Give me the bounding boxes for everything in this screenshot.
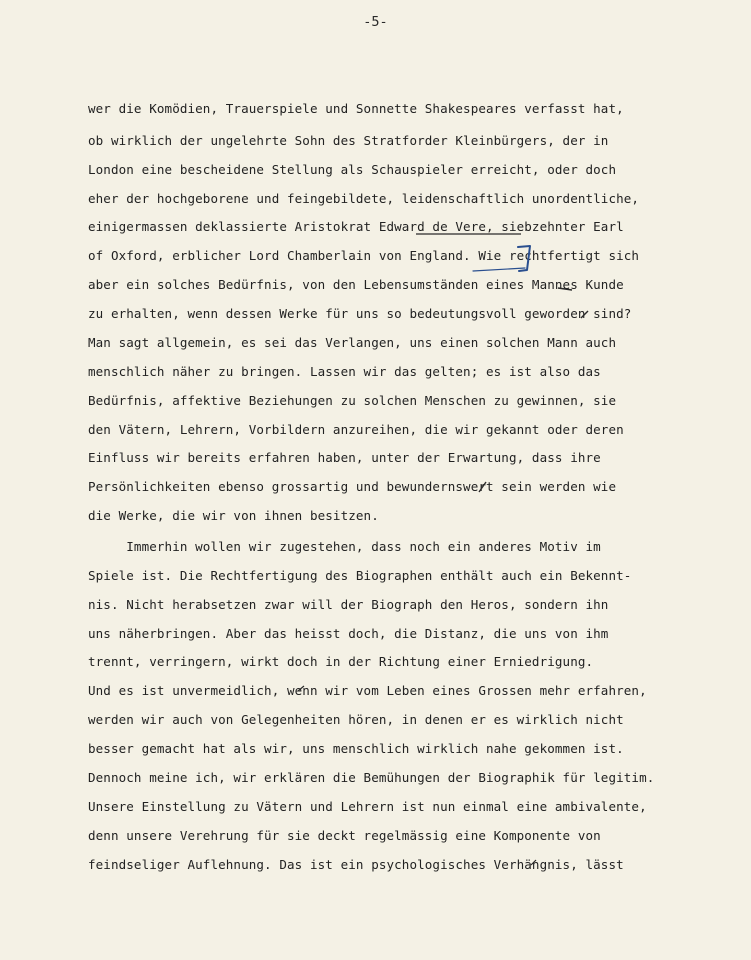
text-line: die Werke, die wir von ihnen besitzen. bbox=[88, 508, 379, 523]
text-line: werden wir auch von Gelegenheiten hören, in denen er es wirklich nicht bbox=[88, 712, 624, 727]
text-line: denn unsere Verehrung für sie deckt regelmässig eine Komponente von bbox=[88, 828, 601, 843]
text-line: feindseliger Auflehnung. Das ist ein psychologisches Verhängnis, lässt bbox=[88, 857, 624, 872]
page-number: -5- bbox=[363, 14, 388, 30]
text-line: menschlich näher zu bringen. Lassen wir das gelten; es ist also das bbox=[88, 364, 601, 379]
text-line: den Vätern, Lehrern, Vorbildern anzureihen, die wir gekannt oder deren bbox=[88, 422, 624, 437]
text-line: Dennoch meine ich, wir erklären die Bemühungen der Biographik für legitim. bbox=[88, 770, 655, 785]
text-line: of Oxford, erblicher Lord Chamberlain von England. Wie rechtfertigt sich bbox=[88, 248, 640, 263]
text-line: eher der hochgeborene und feingebildete, leidenschaftlich unordentliche, bbox=[88, 191, 640, 206]
text-line: trennt, verringern, wirkt doch in der Richtung einer Erniedrigung. bbox=[88, 654, 594, 669]
text-line: zu erhalten, wenn dessen Werke für uns so bedeutungsvoll geworden sind? bbox=[88, 306, 632, 321]
text-line: besser gemacht hat als wir, uns menschlich wirklich nahe gekommen ist. bbox=[88, 741, 624, 756]
text-line: wer die Komödien, Trauerspiele und Sonnette Shakespeares verfasst hat, bbox=[88, 101, 624, 116]
text-line: Persönlichkeiten ebenso grossartig und bewundernswert sein werden wie bbox=[88, 479, 617, 494]
text-line: aber ein solches Bedürfnis, von den Lebensumständen eines Mannes Kunde bbox=[88, 277, 624, 292]
text-line: uns näherbringen. Aber das heisst doch, die Distanz, die uns von ihm bbox=[88, 626, 609, 641]
text-line: ob wirklich der ungelehrte Sohn des Stratforder Kleinbürgers, der in bbox=[88, 133, 609, 148]
text-line: Bedürfnis, affektive Beziehungen zu solchen Menschen zu gewinnen, sie bbox=[88, 393, 617, 408]
text-line: einigermassen deklassierte Aristokrat Edward de Vere, siebzehnter Earl bbox=[88, 219, 624, 234]
text-line: Unsere Einstellung zu Vätern und Lehrern ist nun einmal eine ambivalente, bbox=[88, 799, 647, 814]
text-line: Einfluss wir bereits erfahren haben, unter der Erwartung, dass ihre bbox=[88, 450, 601, 465]
text-line: Immerhin wollen wir zugestehen, dass noch ein anderes Motiv im bbox=[88, 539, 601, 554]
text-line: nis. Nicht herabsetzen zwar will der Biograph den Heros, sondern ihn bbox=[88, 597, 609, 612]
text-line: Man sagt allgemein, es sei das Verlangen, uns einen solchen Mann auch bbox=[88, 335, 617, 350]
text-line: London eine bescheidene Stellung als Schauspieler erreicht, oder doch bbox=[88, 162, 617, 177]
text-line: Und es ist unvermeidlich, wenn wir vom Leben eines Grossen mehr erfahren, bbox=[88, 683, 647, 698]
text-line: Spiele ist. Die Rechtfertigung des Biographen enthält auch ein Bekennt- bbox=[88, 568, 632, 583]
